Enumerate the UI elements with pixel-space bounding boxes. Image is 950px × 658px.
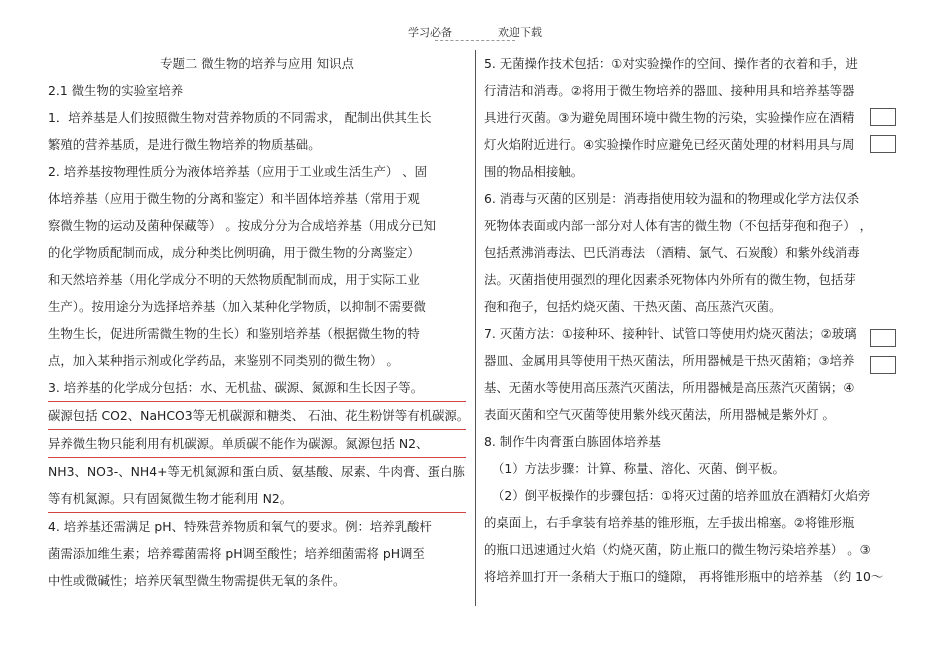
text-line: 具进行灭菌。③为避免周围环境中微生物的污染，实验操作应在酒精 — [484, 110, 855, 125]
text-line: 生产）。按用途分为选择培养基（加入某种化学物质，以抑制不需要微 — [48, 299, 426, 314]
text-line: （2）倒平板操作的步骤包括：①将灭过菌的培养皿放在酒精灯火焰旁 — [492, 488, 871, 503]
text-line: 异养微生物只能利用有机碳源。单质碳不能作为碳源。氮源包括 N2、 — [48, 430, 466, 458]
text-line: 灯火焰附近进行。④实验操作时应避免已经灭菌处理的材料用具与周 — [484, 137, 855, 152]
text-line: 点，加入某种指示剂或化学药品，来鉴别不同类别的微生物） 。 — [48, 353, 399, 368]
answer-box — [870, 108, 896, 126]
header-dashed-line — [435, 40, 515, 41]
text-line: 的桌面上，右手拿装有培养基的锥形瓶，左手拔出棉塞。②将锥形瓶 — [484, 515, 855, 530]
text-line: 基、无菌水等使用高压蒸汽灭菌法，所用器械是高压蒸汽灭菌锅；④ — [484, 380, 855, 395]
header-right: 欢迎下载 — [498, 26, 542, 39]
answer-box — [870, 356, 896, 374]
text-line: 和天然培养基（用化学成分不明的天然物质配制而成，用于实际工业 — [48, 272, 420, 287]
text-line: 表面灭菌和空气灭菌等使用紫外线灭菌法，所用器械是紫外灯 。 — [484, 407, 835, 422]
text-line: 法。灭菌指使用强烈的理化因素杀死物体内外所有的微生物，包括芽 — [484, 272, 856, 287]
text-line: 器皿、金属用具等使用干热灭菌法，所用器械是干热灭菌箱；③培养 — [484, 353, 855, 368]
text-line: 围的物品相接触。 — [484, 164, 584, 179]
text-line: 体培养基（应用于微生物的分离和鉴定）和半固体培养基（常用于观 — [48, 191, 420, 206]
text-line: 繁殖的营养基质，是进行微生物培养的物质基础。 — [48, 137, 321, 152]
text-line: 7. 灭菌方法：①接种环、接种针、试管口等使用灼烧灭菌法；②玻璃 — [484, 326, 857, 341]
text-line: 包括煮沸消毒法、巴氏消毒法 （酒精、氯气、石炭酸）和紫外线消毒 — [484, 245, 860, 260]
subsection-heading: 2.1 微生物的实验室培养 — [48, 83, 184, 98]
text-line: 将培养皿打开一条稍大于瓶口的缝隙， 再将锥形瓶中的培养基 （约 10～ — [484, 569, 884, 584]
text-line: NH3、NO3-、NH4+等无机氮源和蛋白质、氨基酸、尿素、牛肉膏、蛋白胨 — [48, 464, 465, 479]
text-line: 的化学物质配制而成，成分种类比例明确，用于微生物的分离鉴定） — [48, 245, 420, 260]
text-line: 中性或微碱性；培养厌氧型微生物需提供无氧的条件。 — [48, 573, 346, 588]
text-line: 的瓶口迅速通过火焰（灼烧灭菌，防止瓶口的微生物污染培养基） 。③ — [484, 542, 871, 557]
text-line: 死物体表面或内部一部分对人体有害的微生物（不包括芽孢和孢子） ， — [484, 218, 873, 233]
text-line: 等有机氮源。只有固氮微生物才能利用 N2。 — [48, 485, 466, 513]
text-line: 3. 培养基的化学成分包括：水、无机盐、碳源、氮源和生长因子等。 — [48, 374, 466, 402]
text-line: 6. 消毒与灭菌的区别是：消毒指使用较为温和的物理或化学方法仅杀 — [484, 191, 860, 206]
text-line: 孢和孢子，包括灼烧灭菌、干热灭菌、高压蒸汽灭菌。 — [484, 299, 782, 314]
text-line: 生物生长，促进所需微生物的生长）和鉴别培养基（根据微生物的特 — [48, 326, 420, 341]
text-line: 2. 培养基按物理性质分为液体培养基（应用于工业或生活生产） 、固 — [48, 164, 428, 179]
answer-box — [870, 329, 896, 347]
right-column — [484, 50, 902, 590]
column-divider — [475, 50, 476, 606]
text-line: 5. 无菌操作技术包括：①对实验操作的空间、操作者的衣着和手，进 — [484, 56, 858, 71]
left-column — [48, 50, 470, 594]
text-line: 菌需添加维生素；培养霉菌需将 pH调至酸性；培养细菌需将 pH调至 — [48, 546, 425, 561]
text-line: 4. 培养基还需满足 pH、特殊营养物质和氧气的要求。例：培养乳酸杆 — [48, 519, 432, 534]
text-line: 行清洁和消毒。②将用于微生物培养的器皿、接种用具和培养基等器 — [484, 83, 855, 98]
header-left: 学习必备 — [408, 26, 452, 39]
text-line: （1）方法步骤：计算、称量、溶化、灭菌、倒平板。 — [492, 461, 785, 476]
answer-box — [870, 135, 896, 153]
section-title: 专题二 微生物的培养与应用 知识点 — [160, 56, 354, 71]
text-line: 1．培养基是人们按照微生物对营养物质的不同需求， 配制出供其生长 — [48, 110, 432, 125]
text-line: 碳源包括 CO2、NaHCO3等无机碳源和糖类、 石油、花生粉饼等有机碳源。 — [48, 402, 466, 430]
text-line: 察微生物的运动及菌种保藏等） 。按成分分为合成培养基（用成分已知 — [48, 218, 437, 233]
text-line: 8. 制作牛肉膏蛋白胨固体培养基 — [484, 434, 661, 449]
